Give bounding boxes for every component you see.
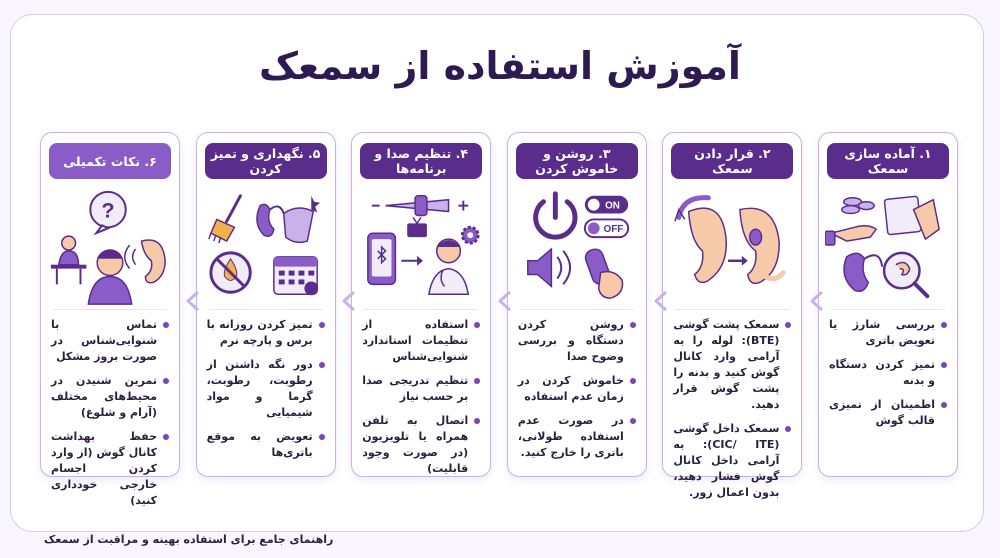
step-divider [675, 309, 789, 310]
bullet-item: سمعک داخل گوشی (CIC/ ITE): به آرامی داخل کانال گوش فشار دهید، بدون اعمال زور. [673, 421, 791, 501]
svg-text:ON: ON [604, 200, 620, 212]
step-bullets-4 [362, 317, 480, 485]
step-card-6 [40, 132, 180, 507]
hand-icon [825, 226, 876, 245]
bullet-item: تنظیم تدریجی صدا بر حسب نیاز [362, 373, 480, 405]
step-card-2 [662, 132, 802, 499]
bullet-dot [474, 418, 480, 424]
step-arrow-icon [340, 290, 358, 312]
step-bullets-1 [829, 317, 947, 437]
power-icon [535, 194, 574, 237]
step-header-4: ۴. تنظیم صدا و برنامه‌ها [360, 143, 482, 179]
bullet-item: دور نگه داشتن از رطوبت، رطوبت، گرما و مواد شیمیایی [207, 357, 325, 421]
step-illustration-1 [825, 187, 951, 305]
bte-ear-icon [675, 198, 726, 283]
step-arrow-icon [652, 290, 670, 312]
bullet-dot [163, 434, 169, 440]
bullet-item: اتصال به تلفن همراه یا تلویزیون (در صورت وجود قابلیت) [362, 413, 480, 477]
bullet-item: خاموش کردن در زمان عدم استفاده [518, 373, 636, 405]
step-header-3: ۳. روشن و خاموش کردن [516, 143, 638, 179]
bullet-dot [630, 378, 636, 384]
cic-ear-icon [740, 208, 779, 283]
press-button-icon [583, 247, 622, 298]
audiologist-desk-icon [51, 236, 86, 284]
bullet-dot [630, 418, 636, 424]
step-header-2: ۲. قرار دادن سمعک [671, 143, 793, 179]
page-title: آموزش استفاده از سمعک [259, 44, 741, 88]
bullet-item: سمعک پشت گوشی (BTE): لوله را به آرامی وارد کانال گوش کنید و بدنه را پشت گوش قرار دهید. [673, 317, 791, 413]
calendar-icon [274, 257, 318, 295]
step-bullets-2 [673, 317, 791, 509]
step-divider [831, 309, 945, 310]
smartphone-bluetooth-icon [368, 233, 396, 284]
bullet-item: تعویض به موقع باتری‌ها [207, 429, 325, 461]
footer-caption: راهنمای جامع برای استفاده بهینه و مراقبت از سمعک [44, 533, 334, 546]
hearing-aid-icon [844, 253, 882, 291]
bullet-dot [319, 434, 325, 440]
bullet-item: تمیز کردن دستگاه و بدنه [829, 357, 947, 389]
hearing-aid-icon [257, 204, 284, 236]
step-bullets-3 [518, 317, 636, 469]
ear-sound-icon [125, 240, 165, 283]
tv-icon [402, 217, 428, 265]
step-illustration-3 [514, 187, 640, 305]
step-bullets-6 [51, 317, 169, 517]
bullet-dot [941, 362, 947, 368]
bullet-dot [941, 322, 947, 328]
bullet-dot [785, 322, 791, 328]
svg-text:?: ? [101, 197, 115, 223]
bullet-item: اطمینان از تمیزی قالب گوش [829, 397, 947, 429]
step-arrow-icon [808, 290, 826, 312]
step-illustration-4 [358, 187, 484, 305]
bullet-item: تمرین شنیدن در محیط‌های مختلف (آرام و شلوغ) [51, 373, 169, 421]
bullet-item: تمیز کردن روزانه با برس و پارچه نرم [207, 317, 325, 349]
step-card-5 [196, 132, 336, 477]
step-arrow-icon [496, 290, 514, 312]
volume-slider-icon [372, 196, 468, 216]
step-divider [209, 309, 323, 310]
cloth-icon [283, 196, 319, 243]
step-header-6: ۶. نکات تکمیلی [49, 143, 171, 179]
svg-text:OFF: OFF [603, 224, 624, 236]
batteries-icon [842, 198, 874, 214]
step-divider [520, 309, 634, 310]
step-divider [364, 309, 478, 310]
bullet-dot [785, 426, 791, 432]
bullet-item: حفظ بهداشت کانال گوش (از وارد کردن اجسام خارجی خودداری کنید) [51, 429, 169, 509]
bullet-dot [163, 322, 169, 328]
bullet-dot [319, 362, 325, 368]
step-card-4 [351, 132, 491, 477]
on-toggle-icon [585, 196, 628, 214]
bullet-dot [941, 402, 947, 408]
step-header-1: ۱. آماده سازی سمعک [827, 143, 949, 179]
cleaning-cloth-icon [884, 196, 939, 239]
magnifier-ear-mold-icon [884, 253, 927, 296]
bullet-item: تماس با شنوایی‌شناس در صورت بروز مشکل [51, 317, 169, 365]
bullet-dot [163, 378, 169, 384]
step-card-1 [818, 132, 958, 477]
step-header-5: ۵. نگهداری و تمیز کردن [205, 143, 327, 179]
step-illustration-2 [669, 187, 795, 305]
gear-icon [463, 227, 479, 243]
bullet-dot [319, 322, 325, 328]
step-card-3 [507, 132, 647, 477]
audiologist-icon [429, 239, 468, 294]
bullet-item: استفاده از تنظیمات استاندارد شنوایی‌شناس [362, 317, 480, 365]
bullet-dot [474, 322, 480, 328]
bullet-item: روشن کردن دستگاه و بررسی وضوح صدا [518, 317, 636, 365]
step-bullets-5 [207, 317, 325, 469]
off-toggle-icon [585, 219, 628, 237]
bullet-item: بررسی شارژ یا تعویض باتری [829, 317, 947, 349]
no-water-icon [211, 253, 250, 292]
step-illustration-6 [47, 187, 173, 305]
bullet-dot [630, 322, 636, 328]
brush-icon [209, 196, 241, 243]
step-divider [53, 309, 167, 310]
step-illustration-5 [203, 187, 329, 305]
bullet-dot [474, 378, 480, 384]
question-bubble-icon [90, 192, 125, 233]
speaker-icon [528, 249, 570, 286]
step-arrow-icon [184, 290, 202, 312]
bullet-item: در صورت عدم استفاده طولانی، باتری را خارج کنید. [518, 413, 636, 461]
